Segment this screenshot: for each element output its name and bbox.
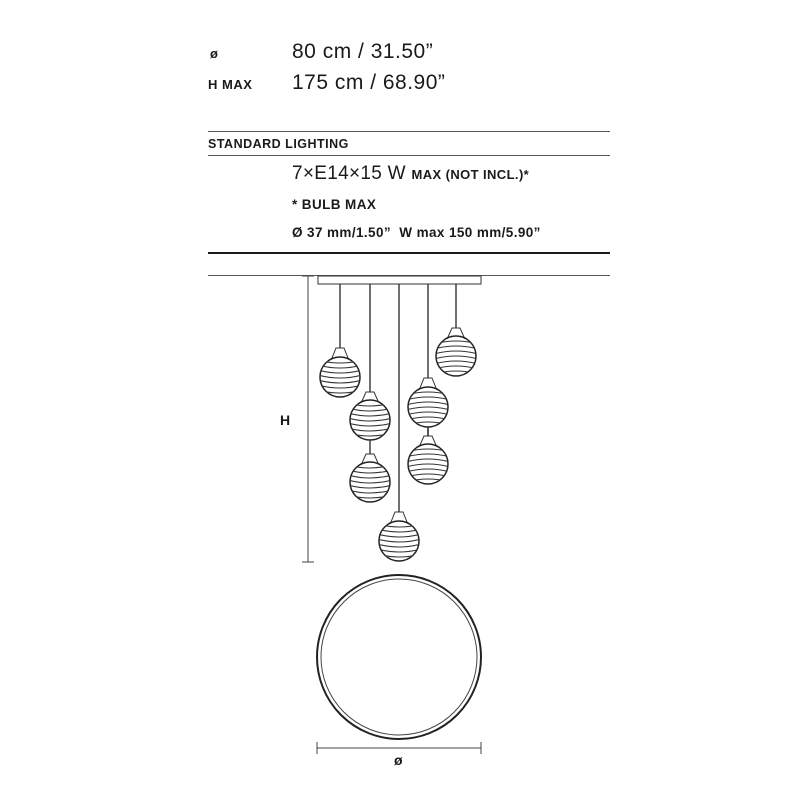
hmax-label: H MAX [208, 77, 253, 92]
globe-shade-6 [406, 427, 450, 484]
globe-shade-1 [318, 348, 362, 398]
hmax-value: 175 cm / 68.90” [292, 71, 446, 94]
globe-shade-2 [348, 392, 392, 441]
bulb-max-dims: Ø 37 mm/1.50” W max 150 mm/5.90” [292, 225, 541, 240]
bulb-spec-note: MAX (NOT INCL.)* [411, 167, 530, 182]
height-label: H [280, 412, 291, 428]
lighting-section-title: STANDARD LIGHTING [208, 137, 349, 151]
height-dimension-line [302, 276, 314, 562]
top-view-canopy [317, 575, 481, 739]
bulb-max-label: * BULB MAX [292, 197, 377, 212]
diameter-drawing-label: ø [394, 752, 404, 768]
diameter-value: 80 cm / 31.50” [292, 40, 434, 63]
globe-shade-5 [434, 328, 478, 376]
globe-shade-7 [377, 512, 421, 562]
globe-shade-4 [406, 378, 450, 427]
bulb-spec-main: 7×E14×15 W [292, 163, 406, 184]
globe-shade-3 [348, 440, 392, 503]
canopy-plate [318, 276, 481, 284]
diameter-label: ø [210, 46, 219, 61]
